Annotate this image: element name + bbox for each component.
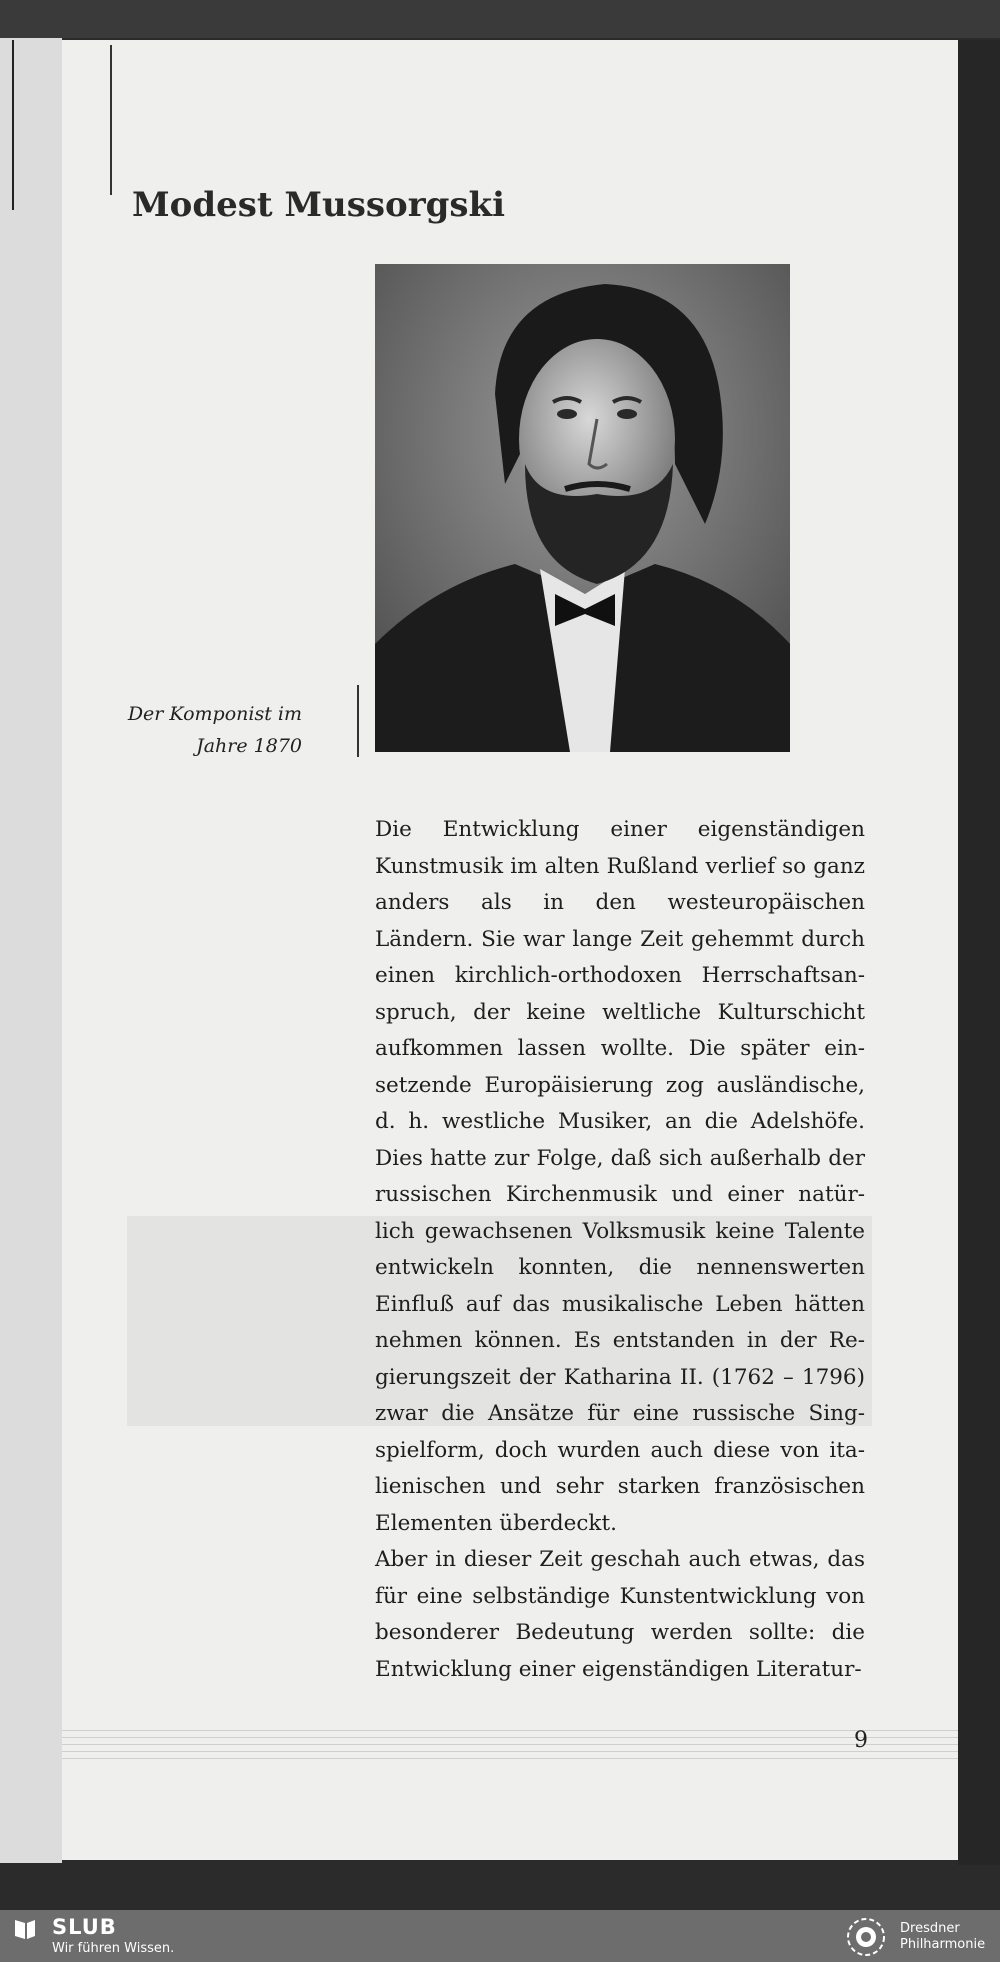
staff-line <box>62 1730 958 1731</box>
philharmonie-name-line2: Philharmonie <box>900 1937 986 1952</box>
portrait-caption: Der Komponist im Jahre 1870 <box>127 703 302 757</box>
philharmonie-name <box>900 1921 985 1953</box>
body-text <box>375 812 865 1688</box>
staff-line <box>62 1737 958 1738</box>
staff-line <box>62 1744 958 1745</box>
body-paragraph: Aber in dieser Zeit geschah auch etwas, das für eine selbständige Kunstentwicklung von besonderer Bedeutung werden sollte: die Entwicklung einer eigenständigen Literatur- <box>375 1547 865 1682</box>
document-page <box>62 40 958 1860</box>
previous-page-edge <box>0 38 62 1863</box>
slub-logo-text: SLUB <box>52 1915 117 1939</box>
slub-tagline: Wir führen Wissen. <box>52 1941 175 1956</box>
scan-top-edge <box>0 0 1000 38</box>
composer-portrait <box>375 264 790 752</box>
philharmonie-logo-icon <box>840 1914 892 1960</box>
page-title: Modest Mussorgski <box>132 185 506 225</box>
book-icon <box>13 1918 37 1940</box>
staff-line <box>62 1751 958 1752</box>
caption-rule <box>357 685 359 757</box>
footer-bar <box>0 1910 1000 1962</box>
previous-page-rule <box>12 40 14 210</box>
body-paragraph: Die Entwicklung einer eigenständigen Kunstmusik im alten Rußland verlief so ganz anders als in den westeuropäischen Ländern. Sie war lange Zeit gehemmt durch einen kirchlich-orthodoxen Herrschaftsanspruch, der keine weltliche Kulturschicht aufkommen lassen wollte. Die später einsetzende Europäisierung zog ausländische, d. h. westliche Musiker, an die Adelshöfe. Dies hatte zur Folge, daß sich außerhalb der russischen Kirchenmusik und einer natürlich gewachsenen Volksmusik keine Talente entwickeln konnten, die nennenswerten Einfluß auf das musikalische Leben hätten nehmen können. Es entstanden in der Regierungszeit der Katharina II. (1762 – 1796) zwar die Ansätze für eine russische Singspielform, doch wurden auch diese von italienischen und sehr starken französischen Elementen überdeckt. <box>375 817 865 1536</box>
philharmonie-name-line1: Dresdner <box>900 1921 960 1936</box>
page-number: 9 <box>854 1728 868 1753</box>
scan-right-border <box>958 40 1000 1865</box>
margin-rule <box>110 45 112 195</box>
staff-line <box>62 1758 958 1759</box>
